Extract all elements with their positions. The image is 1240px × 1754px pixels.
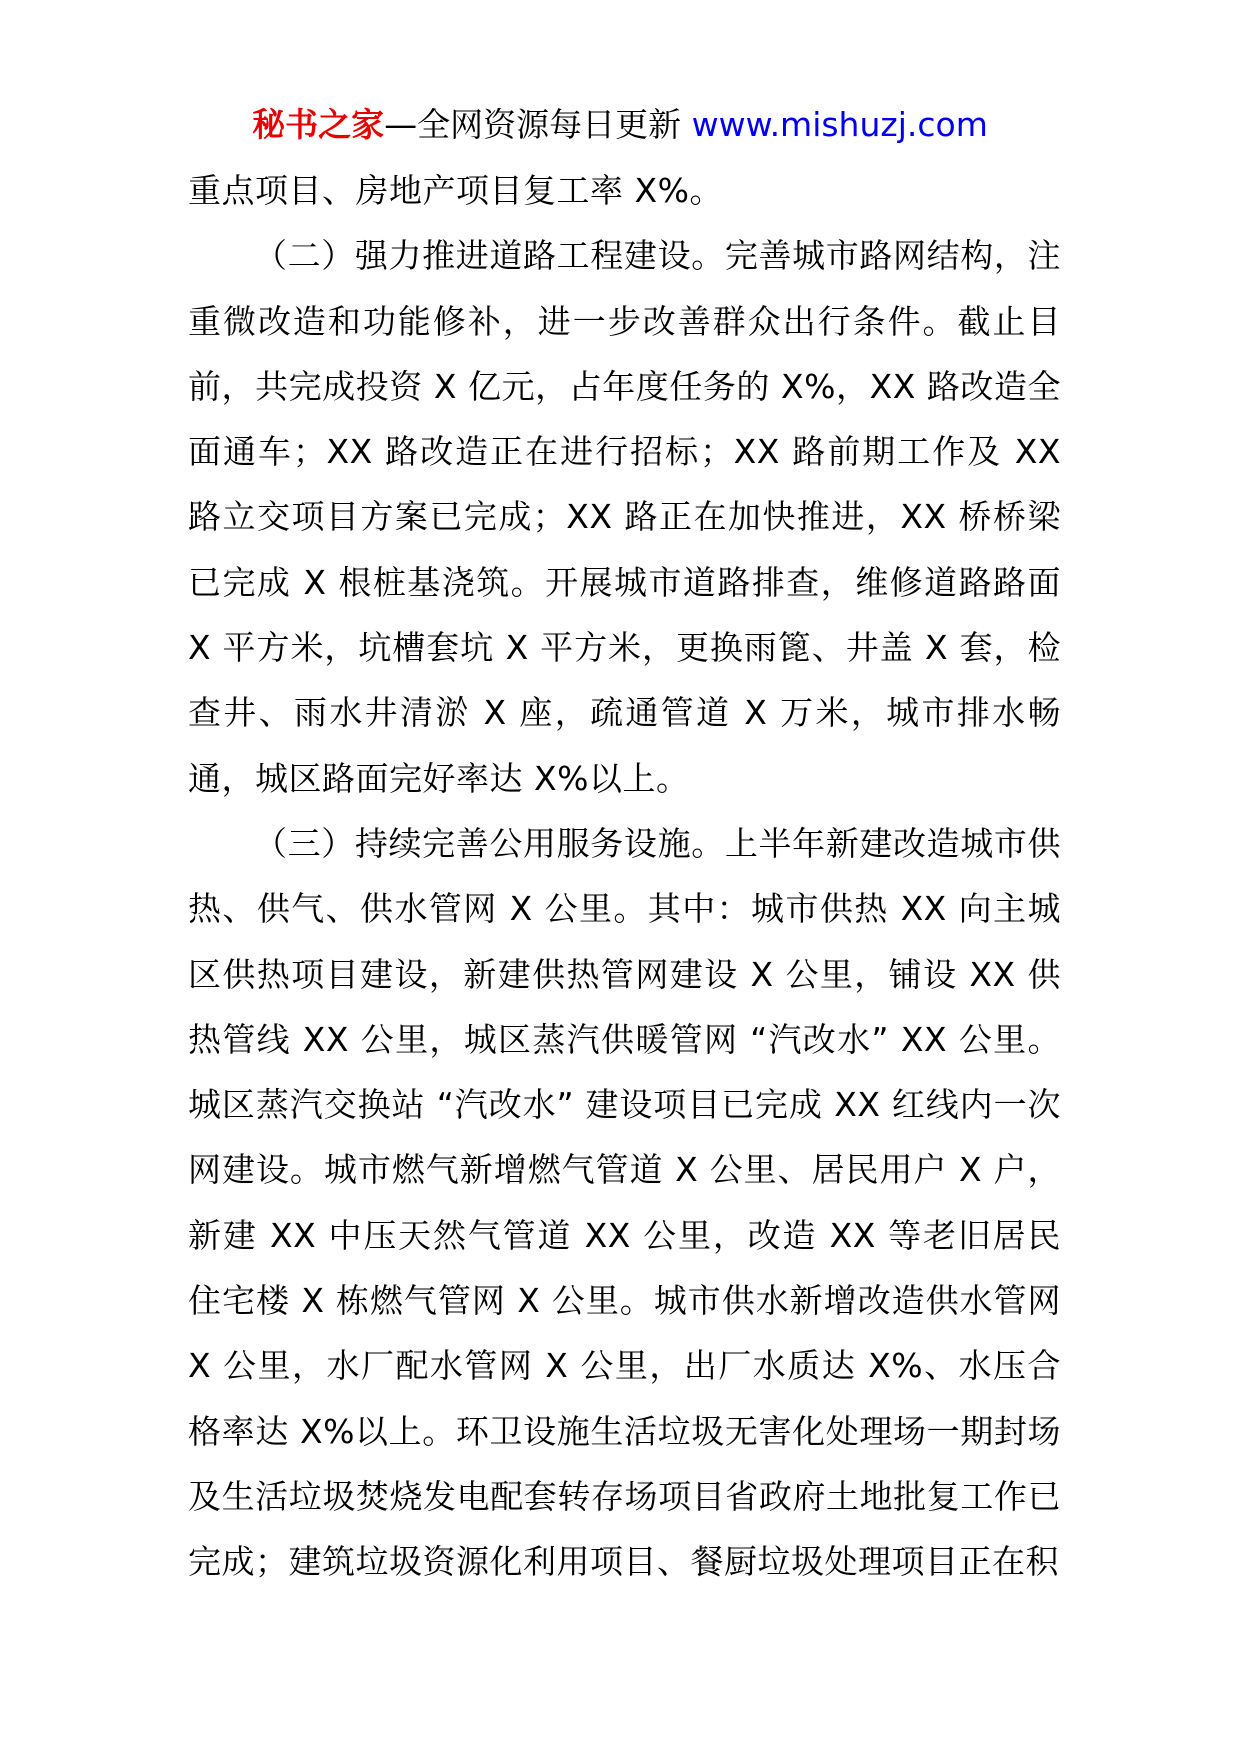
site-url-link[interactable]: www.mishuzj.com [691,105,988,144]
paragraph-continuation: 重点项目、房地产项目复工率 X%。 [188,171,723,210]
site-slogan: —全网资源每日更新 [384,105,682,144]
paragraph-road-construction: （二）强力推进道路工程建设。完善城市路网结构，注重微改造和功能修补，进一步改善群众出行条件。截止目前，共完成投资 X 亿元，占年度任务的 X%，XX 路改造全面通车；XX 路改造正在进行招标；XX 路前期工作及 XX 路立交项目方案已完成；XX 路正在加快推进，XX 桥桥梁已完成 X 根桩基浇筑。开展城市道路排查，维修道路路面 X 平方米，坑槽套坑 X 平方米，更换雨篦、井盖 X 套，检查井、雨水井清淤 X 座，疏通管道 X 万米，城市排水畅通，城区路面完好率达 X%以上。 [188,236,1061,798]
site-brand: 秘书之家 [252,105,385,144]
paragraph-public-facilities: （三）持续完善公用服务设施。上半年新建改造城市供热、供气、供水管网 X 公里。其中：城市供热 XX 向主城区供热项目建设，新建供热管网建设 X 公里，铺设 XX 供热管线 XX 公里，城区蒸汽供暖管网 “汽改水” XX 公里。城区蒸汽交换站 “汽改水” 建设项目已完成 XX 红线内一次网建设。城市燃气新增燃气管道 X 公里、居民用户 X 户，新建 XX 中压天然气管道 XX 公里，改造 XX 等老旧居民住宅楼 X 栋燃气管网 X 公里。城市供水新增改造供水管网 X 公里，水厂配水管网 X 公里，出厂水质达 X%、水压合格率达 X%以上。环卫设施生活垃圾无害化处理场一期封场及生活垃圾焚烧发电配套转存场项目省政府土地批复工作已完成；建筑垃圾资源化利用项目、餐厨垃圾处理项目正在积 [188,823,1061,1582]
document-body [188,158,1061,1595]
site-header [0,100,1240,150]
